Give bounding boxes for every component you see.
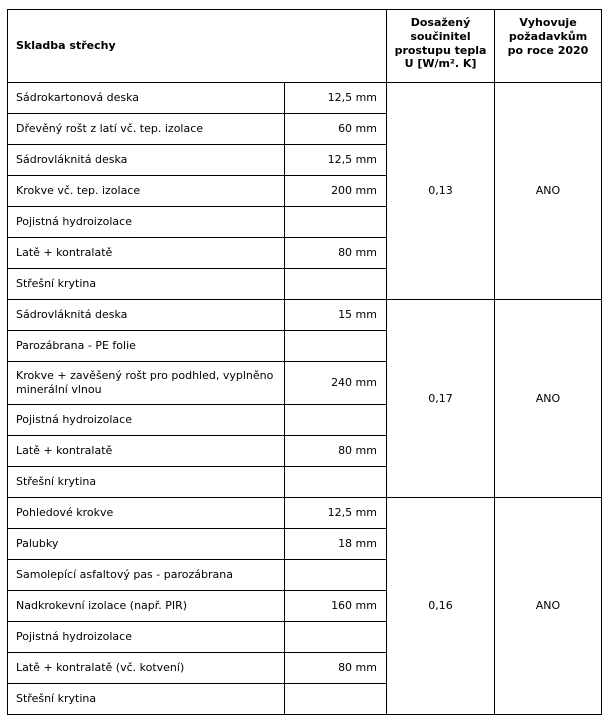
layer-thickness xyxy=(285,331,387,362)
compliance-cell: ANO xyxy=(495,300,602,498)
layer-name: Střešní krytina xyxy=(8,684,285,715)
header-composition: Skladba střechy xyxy=(8,10,387,83)
header-compliance: Vyhovuje požadavkům po roce 2020 xyxy=(495,10,602,83)
layer-name: Sádrovláknitá deska xyxy=(8,300,285,331)
layer-thickness xyxy=(285,467,387,498)
layer-thickness: 80 mm xyxy=(285,653,387,684)
layer-thickness: 12,5 mm xyxy=(285,83,387,114)
header-u-value: Dosažený součinitel prostupu tepla U [W/m². K] xyxy=(387,10,495,83)
layer-thickness: 12,5 mm xyxy=(285,145,387,176)
table-row xyxy=(8,300,602,331)
layer-name: Samolepící asfaltový pas - parozábrana xyxy=(8,560,285,591)
layer-name: Sádrokartonová deska xyxy=(8,83,285,114)
u-value-cell: 0,17 xyxy=(387,300,495,498)
layer-thickness: 15 mm xyxy=(285,300,387,331)
layer-name: Palubky xyxy=(8,529,285,560)
header-row xyxy=(8,10,602,83)
layer-name: Dřevěný rošt z latí vč. tep. izolace xyxy=(8,114,285,145)
layer-thickness: 80 mm xyxy=(285,238,387,269)
layer-name: Krokve + zavěšený rošt pro podhled, vyplněno minerální vlnou xyxy=(8,362,285,405)
layer-name: Latě + kontralatě xyxy=(8,436,285,467)
layer-name: Latě + kontralatě (vč. kotvení) xyxy=(8,653,285,684)
layer-thickness: 160 mm xyxy=(285,591,387,622)
layer-thickness xyxy=(285,684,387,715)
layer-name: Pojistná hydroizolace xyxy=(8,207,285,238)
layer-thickness xyxy=(285,405,387,436)
layer-name: Pojistná hydroizolace xyxy=(8,405,285,436)
layer-name: Sádrovláknitá deska xyxy=(8,145,285,176)
layer-thickness xyxy=(285,622,387,653)
roof-composition-table xyxy=(7,9,602,715)
layer-thickness: 80 mm xyxy=(285,436,387,467)
layer-thickness: 60 mm xyxy=(285,114,387,145)
layer-thickness: 18 mm xyxy=(285,529,387,560)
layer-name: Krokve vč. tep. izolace xyxy=(8,176,285,207)
layer-name: Nadkrokevní izolace (např. PIR) xyxy=(8,591,285,622)
layer-thickness xyxy=(285,560,387,591)
layer-thickness: 200 mm xyxy=(285,176,387,207)
layer-name: Parozábrana - PE folie xyxy=(8,331,285,362)
layer-name: Pohledové krokve xyxy=(8,498,285,529)
layer-thickness xyxy=(285,207,387,238)
layer-name: Střešní krytina xyxy=(8,467,285,498)
layer-name: Pojistná hydroizolace xyxy=(8,622,285,653)
u-value-cell: 0,13 xyxy=(387,83,495,300)
layer-name: Latě + kontralatě xyxy=(8,238,285,269)
compliance-cell: ANO xyxy=(495,83,602,300)
layer-thickness: 12,5 mm xyxy=(285,498,387,529)
layer-thickness xyxy=(285,269,387,300)
table-row xyxy=(8,498,602,529)
compliance-cell: ANO xyxy=(495,498,602,715)
layer-name: Střešní krytina xyxy=(8,269,285,300)
layer-thickness: 240 mm xyxy=(285,362,387,405)
u-value-cell: 0,16 xyxy=(387,498,495,715)
table-row xyxy=(8,83,602,114)
